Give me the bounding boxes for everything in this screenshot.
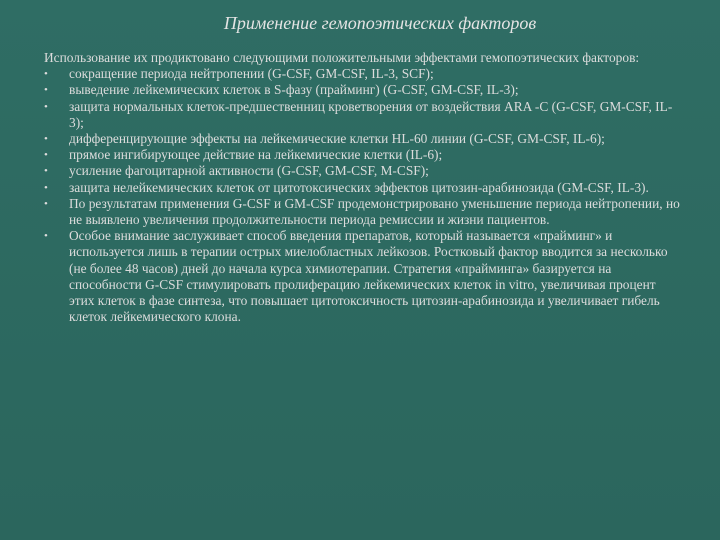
list-item-text: усиление фагоцитарной активности (G-CSF, GM-CSF, M-CSF); (69, 163, 429, 179)
list-item (44, 196, 684, 228)
bullet-icon: • (44, 84, 48, 97)
bullet-icon: • (44, 68, 48, 81)
list-item-text: дифференцирующие эффекты на лейкемические клетки HL-60 линии (G-CSF, GM-CSF, IL-6); (69, 131, 605, 147)
list-item-text: защита нелейкемических клеток от цитотоксических эффектов цитозин-арабинозида (GM-CSF, IL-3). (69, 179, 649, 195)
slide-title: Применение гемопоэтических факторов (223, 13, 537, 33)
list-item (44, 82, 684, 98)
intro-text: Использование их продиктовано следующими положительными эффектами гемопоэтических факторов: (44, 50, 640, 65)
bullet-icon: • (44, 197, 48, 210)
list-item-text: защита нормальных клеток-предшественниц кроветворения от воздействия ARA -C (G-CSF, GM-CSF, IL-3); (69, 98, 673, 130)
bullet-icon: • (44, 149, 48, 162)
list-item (44, 99, 684, 131)
list-item (44, 131, 684, 147)
list-item (44, 66, 684, 82)
bullet-icon: • (44, 133, 48, 146)
bullet-list (44, 66, 684, 325)
list-item-text: прямое ингибирующее действие на лейкемические клетки (IL-6); (69, 147, 443, 163)
list-item (44, 228, 684, 325)
list-item (44, 180, 684, 196)
list-item-text: выведение лейкемических клеток в S-фазу (прайминг) (G-CSF, GM-CSF, IL-3); (69, 82, 519, 98)
list-item-text: Особое внимание заслуживает способ введения препаратов, который называется «прайминг» и используется лишь в терапии острых миелобластных лейкозов. Ростковый фактор вводится за несколько (не более 48 часов) дней до начала курса химиотерапии. Стратегия «прайминга» базируется на способности G-CSF стимулировать пролиферацию лейкемических клеток in vitro, увеличивая процент этих клеток в фазе синтеза, что повышает цитотоксичность цитозин-арабинозида и увеличивает гибель клеток лейкемического клона. (69, 228, 668, 325)
list-item (44, 163, 684, 179)
list-item (44, 147, 684, 163)
bullet-icon: • (44, 181, 48, 194)
bullet-icon: • (44, 165, 48, 178)
slide-body (44, 50, 684, 325)
bullet-icon: • (44, 100, 48, 113)
list-item-text: сокращение периода нейтропении (G-CSF, GM-CSF, IL-3, SCF); (69, 66, 434, 82)
bullet-icon: • (44, 230, 48, 243)
list-item-text: По результатам применения G-CSF и GM-CSF продемонстрировано уменьшение периода нейтропении, но не выявлено увеличения продолжительности периода ремиссии и жизни пациентов. (69, 195, 680, 228)
